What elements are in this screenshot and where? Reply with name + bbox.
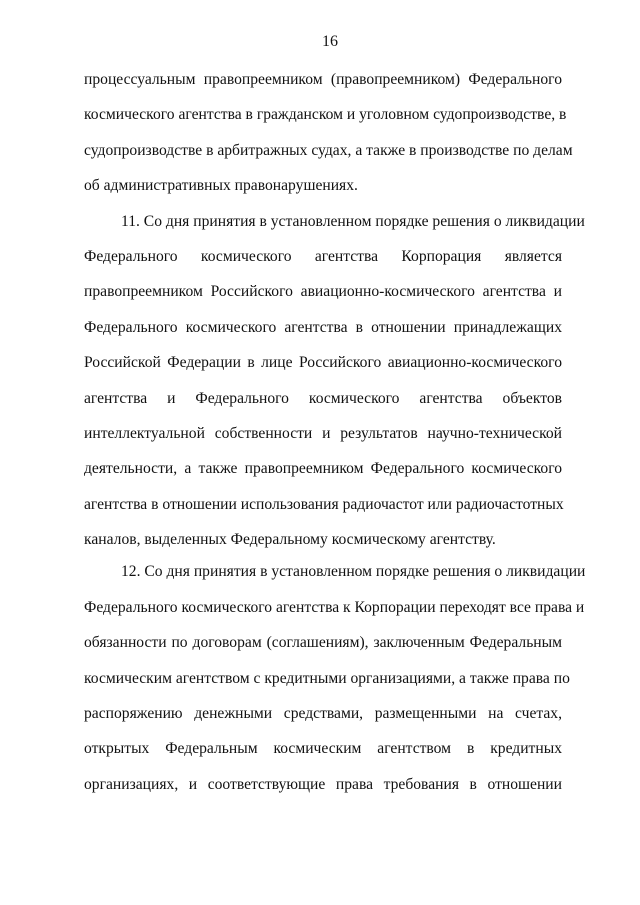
text-line: распоряжению денежными средствами, размещенными на счетах, <box>84 705 562 723</box>
page-number: 16 <box>322 33 338 50</box>
text-line: судопроизводстве в арбитражных судах, а также в производстве по делам <box>84 141 573 159</box>
text-line: обязанности по договорам (соглашениям), заключенным Федеральным <box>84 634 562 652</box>
paragraph-clause-11 <box>84 212 585 566</box>
text-line: правопреемником Российского авиационно-космического агентства и <box>84 283 562 301</box>
text-line: Федерального космического агентства в отношении принадлежащих <box>84 318 562 336</box>
document-body <box>84 70 586 810</box>
text-line: открытых Федеральным космическим агентством в кредитных <box>84 740 562 758</box>
text-line: об административных правонарушениях. <box>84 177 358 195</box>
text-line: каналов, выделенных Федеральному космическому агентству. <box>84 531 496 549</box>
text-line: космическим агентством с кредитными организациями, а также права по <box>84 669 570 687</box>
text-line: Федерального космического агентства Корпорация является <box>84 247 562 265</box>
text-line: деятельности, а также правопреемником Федерального космического <box>84 460 562 478</box>
text-line: агентства и Федерального космического агентства объектов <box>84 389 562 407</box>
text-line: 11. Со дня принятия в установленном порядке решения о ликвидации <box>121 212 585 230</box>
text-line: 12. Со дня принятия в установленном порядке решения о ликвидации <box>121 563 586 581</box>
paragraph-clause-12 <box>84 562 586 810</box>
text-line: процессуальным правопреемником (правопреемником) Федерального <box>84 71 562 88</box>
text-line: интеллектуальной собственности и результатов научно-технической <box>84 424 562 442</box>
text-line: космического агентства в гражданском и уголовном судопроизводстве, в <box>84 106 567 124</box>
paragraph-continuation <box>84 70 573 212</box>
text-line: организациях, и соответствующие права требования в отношении <box>84 775 562 793</box>
text-line: агентства в отношении использования радиочастот или радиочастотных <box>84 495 564 513</box>
text-line: Федерального космического агентства к Корпорации переходят все права и <box>84 598 585 616</box>
text-line: Российской Федерации в лице Российского авиационно-космического <box>84 354 562 372</box>
